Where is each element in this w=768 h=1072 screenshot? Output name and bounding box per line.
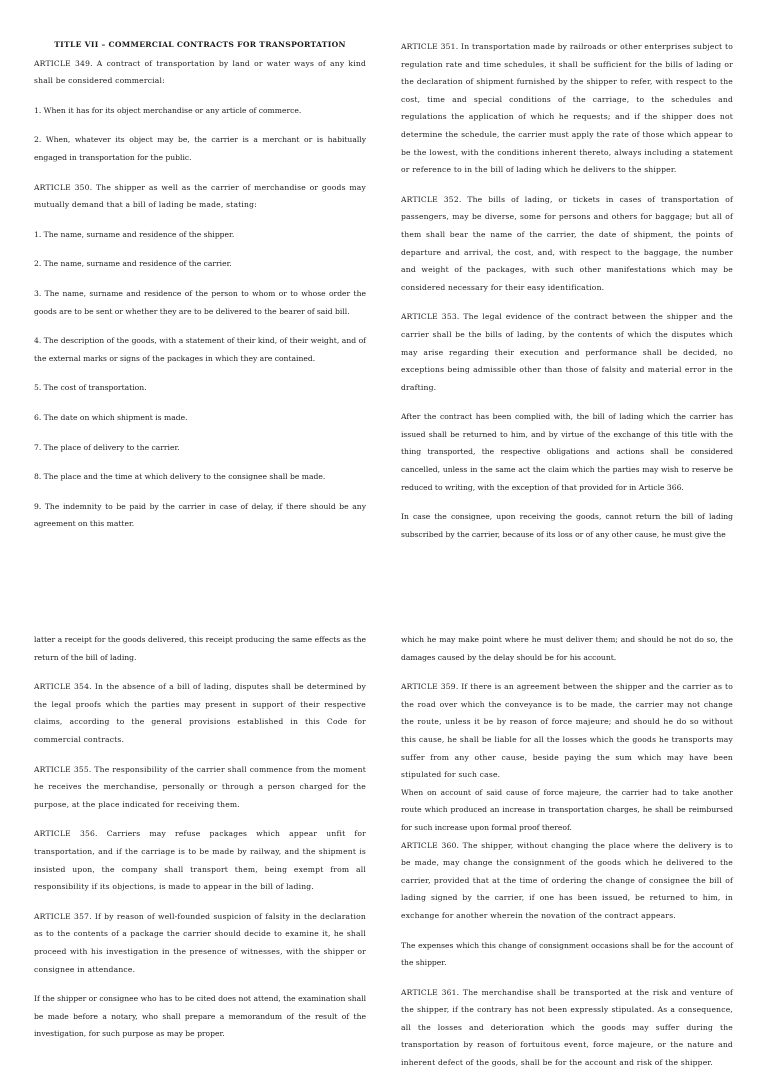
article-360-paragraph-2: The expenses which this change of consignment occasions shall be for the account of the shipper. <box>401 940 733 968</box>
article-350-item-9: 9. The indemnity to be paid by the carrier in case of delay, if there should be any agreement on this matter. <box>34 501 366 529</box>
article-360: ARTICLE 360. The shipper, without changing the place where the delivery is to be made, may change the consignment of the goods which he delivered to the carrier, provided that at the time of ordering the change of consignee the bill of lading signed by the carrier, if one has been issued, be returned to him, in exchange for another wherein the novation of the contract appears. <box>401 840 733 920</box>
article-349-item-1: 1. When it has for its object merchandise or any article of commerce. <box>34 105 302 115</box>
article-355: ARTICLE 355. The responsibility of the carrier shall commence from the moment he receives the merchandise, personally or through a person charged for the purpose, at the place indicated for receiving them. <box>34 764 366 809</box>
article-359-paragraph-2: When on account of said cause of force majeure, the carrier had to take another route which produced an increase in transportation charges, he shall be reimbursed for such increase upon formal proof thereof. <box>401 787 733 832</box>
article-353: ARTICLE 353. The legal evidence of the contract between the shipper and the carrier shall be the bills of lading, by the contents of which the disputes which may arise regarding their execution and performance shall be decided, no exceptions being admissible other than those of falsity and material error in the drafting. <box>401 312 733 392</box>
article-350-item-6: 6. The date on which shipment is made. <box>34 412 188 422</box>
article-361: ARTICLE 361. The merchandise shall be transported at the risk and venture of the shipper, if the contrary has not been expressly stipulated. As a consequence, all the losses and deterioration which the goods may suffer during the transportation by reason of fortuitous event, force majeure, or the nature and inherent defect of the goods, shall be for the account and risk of the shipper. <box>401 987 733 1068</box>
article-357-paragraph-2: If the shipper or consignee who has to be cited does not attend, the examination shall be made before a notary, who shall prepare a memorandum of the result of the investigation, for such purpose as may be proper. <box>34 994 366 1039</box>
article-353-paragraph-2: After the contract has been complied with, the bill of lading which the carrier has issued shall be returned to him, and by virtue of the exchange of this title with the thing transported, the respective obligations and actions shall be considered cancelled, unless in the same act the claim which the parties may wish to reserve be reduced to writing, with the exception of that provided for in Article 366. <box>401 412 733 492</box>
article-359: ARTICLE 359. If there is an agreement between the shipper and the carrier as to the road over which the conveyance is to be made, the carrier may not change the route, unless it be by reason of force majeure; and should he do so without this cause, he shall be liable for all the losses which the goods he transports may suffer from any other cause, beside paying the sum which may have been stipulated for such case. <box>401 682 733 780</box>
article-350-item-8: 8. The place and the time at which delivery to the consignee shall be made. <box>34 472 326 482</box>
top-left-column <box>34 36 366 545</box>
article-350-item-2: 2. The name, surname and residence of the carrier. <box>34 259 232 269</box>
article-353-paragraph-3: In case the consignee, upon receiving the goods, cannot return the bill of lading subscribed by the carrier, because of its loss or of any other cause, he must give the <box>401 512 733 539</box>
article-354: ARTICLE 354. In the absence of a bill of lading, disputes shall be determined by the legal proofs which the parties may present in support of their respective claims, according to the general provisions established in this Code for commercial contracts. <box>34 682 366 744</box>
article-350-item-5: 5. The cost of transportation. <box>34 383 147 393</box>
bottom-left-column <box>34 631 366 1039</box>
article-351: ARTICLE 351. In transportation made by railroads or other enterprises subject to regulation rate and time schedules, it shall be sufficient for the bills of lading or the declaration of shipment furnished by the shipper to refer, with respect to the cost, time and special conditions of the carriage, to the schedules and regulations the application of which he requests; and if the shipper does not determine the schedule, the carrier must apply the rate of those which appear to be the lowest, with the conditions inherent thereto, always including a statement or reference to in the bill of lading which he delivers to the shipper. <box>401 42 733 175</box>
article-350-item-7: 7. The place of delivery to the carrier. <box>34 442 180 452</box>
article-349-item-2: 2. When, whatever its object may be, the carrier is a merchant or is habitually engaged in transportation for the public. <box>34 135 366 162</box>
article-350-item-4: 4. The description of the goods, with a statement of their kind, of their weight, and of the external marks or signs of the packages in which they are contained. <box>34 336 366 363</box>
article-350: ARTICLE 350. The shipper as well as the carrier of merchandise or goods may mutually demand that a bill of lading be made, stating: <box>34 182 366 210</box>
article-352: ARTICLE 352. The bills of lading, or tickets in cases of transportation of passengers, may be diverse, some for persons and others for baggage; but all of them shall bear the name of the carrier, the date of shipment, the points of departure and arrival, the cost, and, with respect to the baggage, the number and weight of the packages, with such other manifestations which may be considered necessary for their easy identification. <box>401 194 733 292</box>
bottom-right-column <box>401 631 733 1068</box>
article-349: ARTICLE 349. A contract of transportation by land or water ways of any kind shall be considered commercial: <box>34 58 366 86</box>
continued-text-right: which he may make point where he must deliver them; and should he not do so, the damages caused by the delay should be for his account. <box>401 635 733 662</box>
article-357: ARTICLE 357. If by reason of well-founded suspicion of falsity in the declaration as to the contents of a package the carrier should decide to examine it, he shall proceed with his investigation in the presence of witnesses, with the shipper or consignee in attendance. <box>34 911 366 974</box>
article-350-item-3: 3. The name, surname and residence of the person to whom or to whose order the goods are to be sent or whether they are to be delivered to the bearer of said bill. <box>34 288 366 316</box>
article-356: ARTICLE 356. Carriers may refuse packages which appear unfit for transportation, and if the carriage is to be made by railway, and the shipment is insisted upon, the company shall transport them, being exempt from all responsibility if its objections, is made to appear in the bill of lading. <box>34 829 366 892</box>
article-350-item-1: 1. The name, surname and residence of the shipper. <box>34 229 235 239</box>
top-right-column <box>401 38 733 543</box>
document-title: TITLE VII – COMMERCIAL CONTRACTS FOR TRANSPORTATION <box>54 40 346 49</box>
continued-text-left: latter a receipt for the goods delivered, this receipt producing the same effects as the return of the bill of lading. <box>34 635 366 662</box>
